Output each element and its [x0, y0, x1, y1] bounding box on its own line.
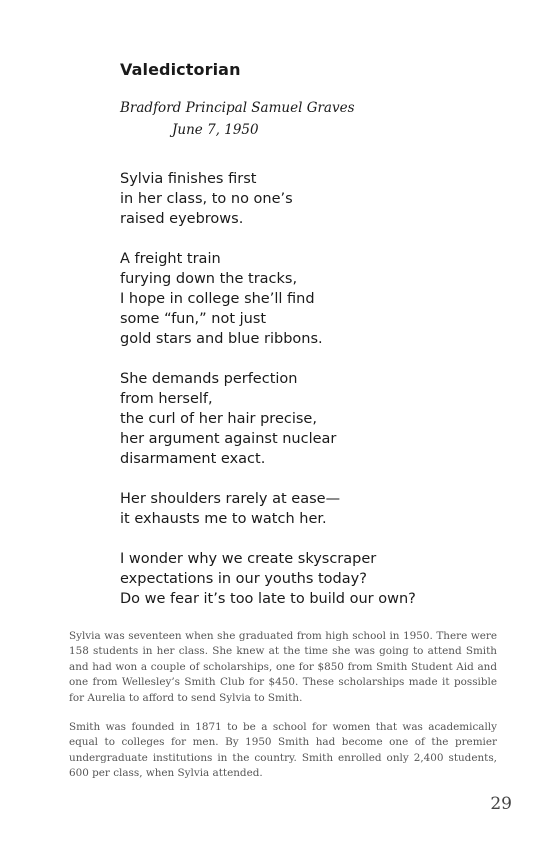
- note-paragraph: Sylvia was seventeen when she graduated from high school in 1950. There were 158 students in her class. She knew at the time she was going to attend Smith and had won a couple of scholarships, one for $850 from Smith Student Aid and one from Wellesley’s Smith Club for $450. These scholarships made it possible for Aurelia to afford to send Sylvia to Smith.: [69, 630, 497, 704]
- stanza: [120, 549, 416, 609]
- stanza: [120, 369, 416, 469]
- stanza: [120, 249, 416, 349]
- poem-line: raised eyebrows.: [120, 211, 244, 227]
- historical-notes: [69, 629, 497, 796]
- poem-line: She demands perfection: [120, 371, 298, 387]
- poem-line: Do we fear it’s too late to build our own?: [120, 591, 416, 607]
- poem-line: A freight train: [120, 251, 221, 267]
- poem-line: some “fun,” not just: [120, 311, 267, 327]
- poem-line: I wonder why we create skyscraper: [120, 551, 377, 567]
- speaker-attribution: [120, 97, 355, 141]
- poem-line: I hope in college she’ll find: [120, 291, 315, 307]
- speaker-date: June 7, 1950: [172, 122, 259, 138]
- poem-line: her argument against nuclear: [120, 431, 337, 447]
- poem-title: Valedictorian: [120, 60, 241, 79]
- page-number: 29: [490, 794, 512, 814]
- stanza: [120, 169, 416, 229]
- poem-line: from herself,: [120, 391, 213, 407]
- note-paragraph: Smith was founded in 1871 to be a school for women that was academically equal to colleges for men. By 1950 Smith had become one of the premier undergraduate institutions in the country. Smith enrolled only 2,400 students, 600 per class, when Sylvia attended.: [69, 721, 497, 780]
- poem-line: Her shoulders rarely at ease—: [120, 491, 341, 507]
- poem-body: [120, 169, 416, 629]
- poem-line: gold stars and blue ribbons.: [120, 331, 323, 347]
- stanza: [120, 489, 416, 529]
- poem-line: in her class, to no one’s: [120, 191, 293, 207]
- poem-line: Sylvia finishes first: [120, 171, 257, 187]
- poem-line: the curl of her hair precise,: [120, 411, 317, 427]
- poem-line: expectations in our youths today?: [120, 571, 367, 587]
- speaker-name: Bradford Principal Samuel Graves: [120, 100, 355, 116]
- poem-line: disarmament exact.: [120, 451, 266, 467]
- poem-line: furying down the tracks,: [120, 271, 298, 287]
- poem-line: it exhausts me to watch her.: [120, 511, 327, 527]
